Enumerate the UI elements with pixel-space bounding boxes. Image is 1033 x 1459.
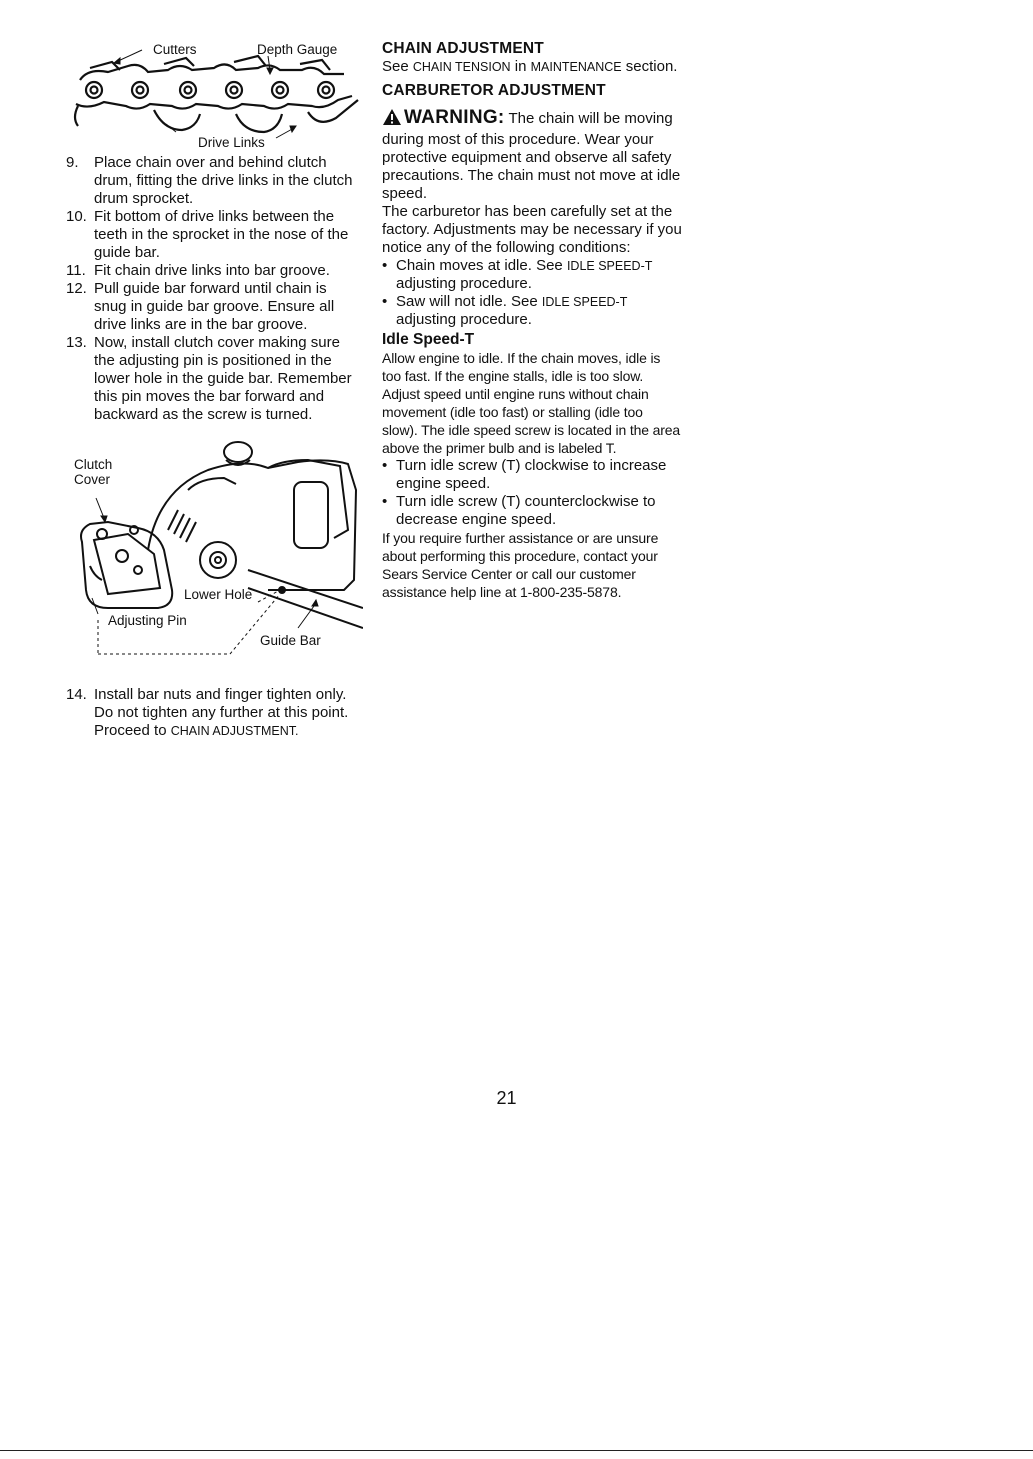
label-cutters: Cutters xyxy=(153,42,197,57)
chain-adjustment-heading: CHAIN ADJUSTMENT xyxy=(382,40,544,57)
label-cover: Cover xyxy=(74,472,111,487)
carburetor-text: The carburetor has been carefully set at the factory. Adjustments may be necessary if you notice any of the following conditions: xyxy=(382,203,682,256)
step-11: 11. Fit chain drive links into bar groove. xyxy=(66,262,330,279)
idle-screw-list xyxy=(382,457,682,529)
step-10: 10. Fit bottom of drive links between the teeth in the sprocket in the nose of the guide bar. xyxy=(66,208,349,261)
right-column xyxy=(382,40,682,601)
idle-speed-text: Allow engine to idle. If the chain moves, idle is too fast. If the engine stalls, idle is too slow. Adjust speed until engine runs without chain movement (idle too fast) or stalling (idle too slow). The idle speed screw is located in the area above the primer bulb and is labeled T. xyxy=(382,350,681,456)
step-13: 13. Now, install clutch cover making sure the adjusting pin is positioned in the lower hole in the guide bar. Remember this pin moves the bar forward and backward as the screw is turned. xyxy=(66,334,352,423)
label-guide-bar: Guide Bar xyxy=(260,633,321,648)
label-drive-links: Drive Links xyxy=(198,135,265,150)
chain-adjustment-text: See CHAIN TENSION in MAINTENANCE section. xyxy=(382,58,678,75)
left-column xyxy=(68,40,363,740)
page-number: 21 xyxy=(496,1088,517,1108)
assistance-text: If you require further assistance or are unsure about performing this procedure, contact your Sears Service Center or call our customer assistance help line at 1-800-235-5878. xyxy=(382,530,659,600)
bottom-rule xyxy=(0,1450,1033,1451)
warning-label: WARNING: xyxy=(404,107,505,128)
condition-list xyxy=(382,257,682,329)
step-9: 9. Place chain over and behind clutch drum, fitting the drive links in the clutch drum sprocket. xyxy=(66,154,353,207)
carburetor-heading: CARBURETOR ADJUSTMENT xyxy=(382,82,606,99)
idle-screw-item: • Turn idle screw (T) counterclockwise to decrease engine speed. xyxy=(382,493,682,529)
saw-chain-diagram xyxy=(68,40,363,152)
warning-triangle-icon xyxy=(382,108,402,131)
condition-item: • Saw will not idle. See IDLE SPEED-T adjusting procedure. xyxy=(382,293,682,329)
assembly-steps xyxy=(68,154,363,424)
label-lower-hole: Lower Hole xyxy=(184,587,253,602)
label-depth-gauge: Depth Gauge xyxy=(257,42,338,57)
warning-text: The chain will be moving during most of this procedure. Wear your protective equipment and observe all safety precautions. The chain must not move at idle speed. xyxy=(382,110,681,202)
label-clutch: Clutch xyxy=(74,457,113,472)
step-14: 14. Install bar nuts and finger tighten only. Do not tighten any further at this point. Proceed to CHAIN ADJUSTMENT. xyxy=(66,686,349,739)
step-12: 12. Pull guide bar forward until chain is snug in guide bar groove. Ensure all drive links are in the bar groove. xyxy=(66,280,335,333)
idle-screw-item: • Turn idle screw (T) clockwise to increase engine speed. xyxy=(382,457,682,493)
chain-adjustment-ref: CHAIN ADJUSTMENT. xyxy=(170,724,299,738)
clutch-cover-diagram xyxy=(68,430,363,662)
step-14-list xyxy=(68,686,363,740)
idle-speed-heading: Idle Speed-T xyxy=(382,331,475,348)
condition-item: • Chain moves at idle. See IDLE SPEED-T adjusting procedure. xyxy=(382,257,682,293)
label-adjusting-pin: Adjusting Pin xyxy=(108,613,187,628)
warning-block xyxy=(382,108,682,203)
